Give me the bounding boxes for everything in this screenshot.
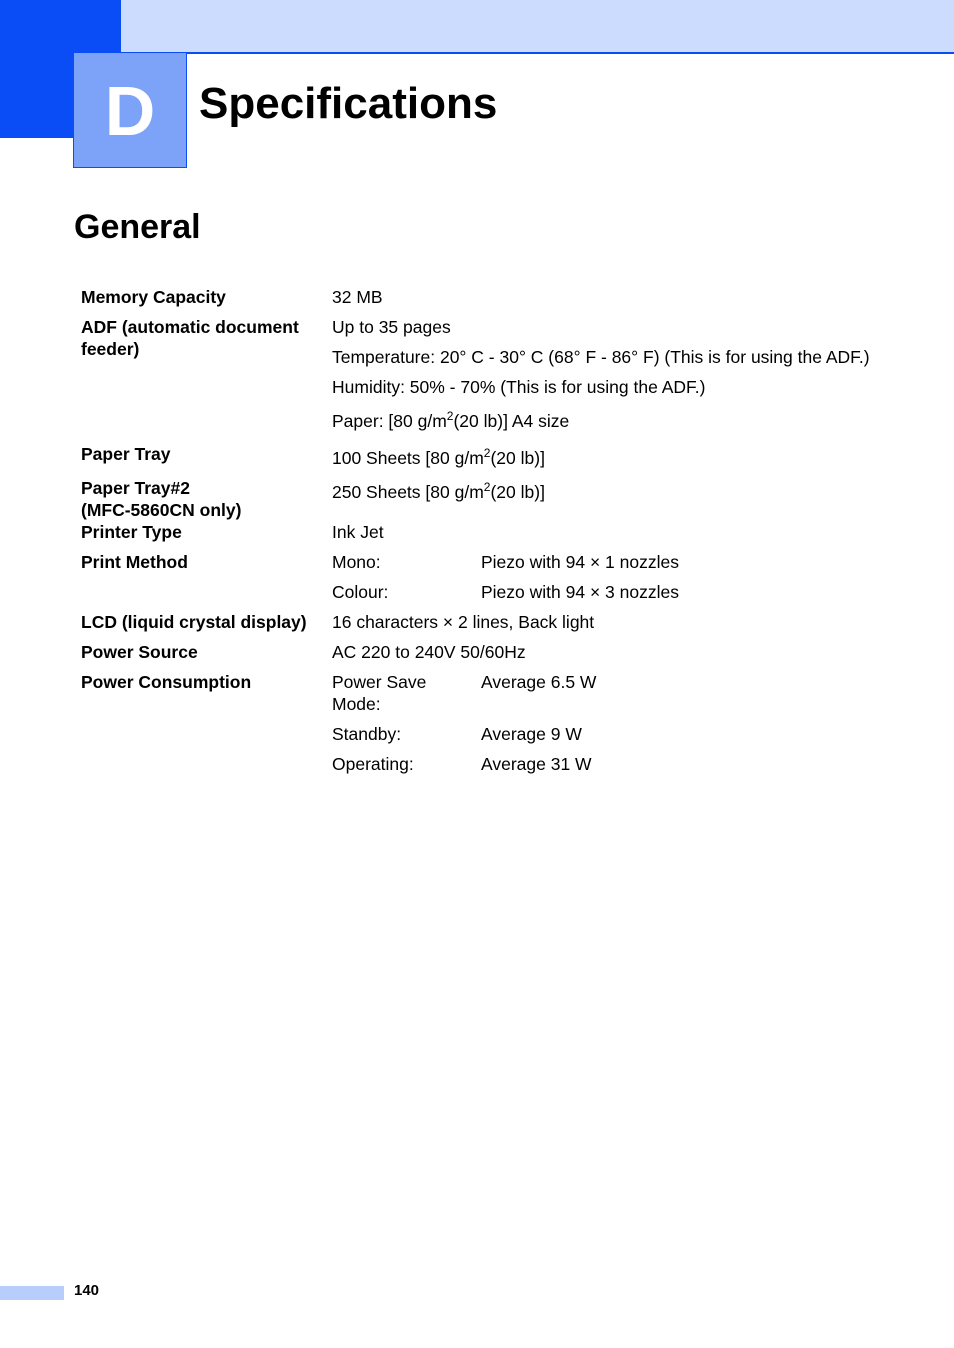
spec-value [332,481,881,503]
spec-label: Paper Tray [81,444,171,464]
spec-label: Paper Tray#2 [81,478,190,498]
spec-value [332,447,881,469]
spec-table [81,286,881,783]
chapter-title: Specifications [199,79,498,128]
spec-label: Power Consumption [81,672,252,692]
text-part: 250 Sheets [80 g/m [332,482,484,502]
chapter-letter: D [73,52,187,168]
spec-value: Piezo with 94 × 1 nozzles [481,552,679,572]
spec-value: 32 MB [332,287,383,307]
spec-subkey: Mono: [332,552,381,572]
superscript: 2 [483,446,491,460]
text-part: (20 lb)] [490,448,545,468]
spec-row-power-consumption [81,671,881,783]
spec-label: Printer Type [81,522,182,542]
spec-row-paper-tray [81,443,881,477]
footer-bar [0,1286,64,1300]
spec-subkey: Power Save Mode: [332,672,427,714]
spec-subkey: Colour: [332,582,389,602]
spec-row-lcd [81,611,881,641]
spec-value: AC 220 to 240V 50/60Hz [332,642,526,662]
text-part: (20 lb)] A4 size [453,411,570,431]
spec-row-paper-tray-2 [81,477,881,521]
spec-label: (MFC-5860CN only) [81,500,242,520]
text-part: 100 Sheets [80 g/m [332,448,484,468]
spec-row-printer-type [81,521,881,551]
section-title: General [74,208,201,246]
spec-value: Ink Jet [332,522,384,542]
spec-value: Humidity: 50% - 70% (This is for using the ADF.) [332,377,706,397]
text-part: (20 lb)] [490,482,545,502]
spec-value: Piezo with 94 × 3 nozzles [481,582,679,602]
spec-row-memory [81,286,881,316]
spec-subkey: Operating: [332,754,414,774]
superscript: 2 [446,409,454,423]
spec-row-adf [81,316,881,443]
spec-value: Average 6.5 W [481,672,597,692]
spec-row-power-source [81,641,881,671]
spec-label: ADF (automatic document feeder) [81,317,299,359]
spec-subkey: Standby: [332,724,402,744]
spec-label: Power Source [81,642,198,662]
spec-value: Average 9 W [481,724,582,744]
spec-value [332,410,881,432]
spec-label: Memory Capacity [81,287,226,307]
spec-row-print-method [81,551,881,611]
header-band [121,0,954,54]
spec-label: LCD (liquid crystal display) [81,612,307,632]
superscript: 2 [483,480,491,494]
page-number: 140 [74,1282,100,1299]
spec-value: Up to 35 pages [332,317,451,337]
spec-value: Average 31 W [481,754,592,774]
spec-label: Print Method [81,552,188,572]
spec-value: 16 characters × 2 lines, Back light [332,612,595,632]
text-part: Paper: [80 g/m [332,411,447,431]
spec-value: Temperature: 20° C - 30° C (68° F - 86° F) (This is for using the ADF.) [332,347,870,367]
